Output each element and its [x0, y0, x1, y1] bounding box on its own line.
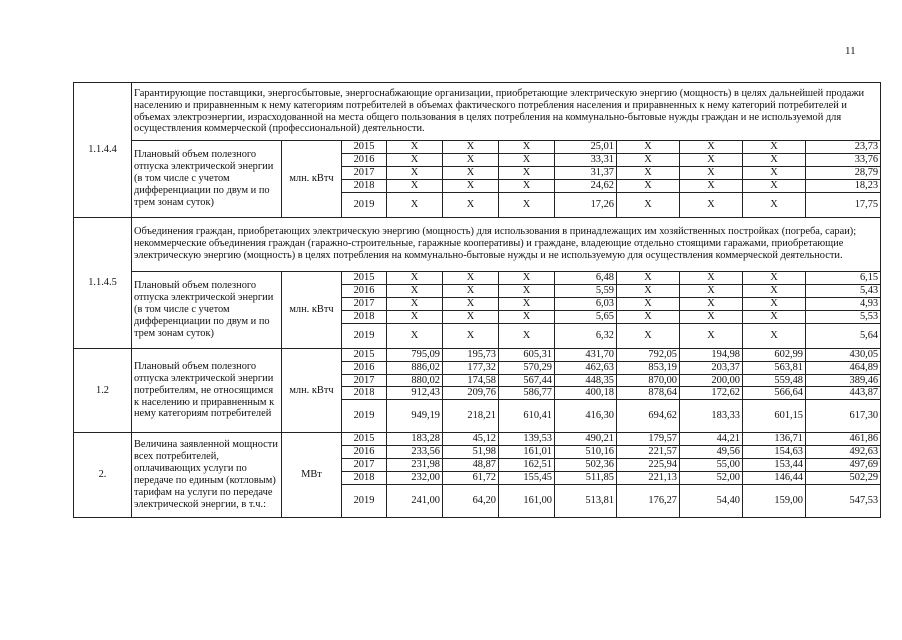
- value-cell: X: [680, 297, 743, 310]
- indicator-name: Плановый объем полезного отпуска электрической энергии (в том числе с учетом дифференциации по двум и по трем зонам суток): [132, 141, 282, 218]
- value-cell: 155,45: [499, 472, 555, 485]
- year-cell: 2015: [342, 271, 387, 284]
- value-cell: 563,81: [743, 361, 806, 374]
- value-cell: X: [443, 297, 499, 310]
- value-cell: 461,86: [806, 433, 881, 446]
- value-cell: 617,30: [806, 400, 881, 433]
- value-cell: X: [499, 166, 555, 179]
- value-cell: X: [680, 310, 743, 323]
- value-cell: 870,00: [617, 374, 680, 387]
- value-cell: 221,57: [617, 446, 680, 459]
- value-cell: X: [743, 310, 806, 323]
- value-cell: X: [617, 271, 680, 284]
- value-cell: 492,63: [806, 446, 881, 459]
- value-cell: 209,76: [443, 387, 499, 400]
- value-cell: 233,56: [387, 446, 443, 459]
- value-cell: 161,00: [499, 485, 555, 518]
- value-cell: 154,63: [743, 446, 806, 459]
- value-cell: X: [743, 153, 806, 166]
- value-cell: 17,26: [555, 192, 617, 217]
- value-cell: 795,09: [387, 348, 443, 361]
- value-cell: 502,29: [806, 472, 881, 485]
- value-cell: X: [387, 192, 443, 217]
- value-cell: X: [617, 297, 680, 310]
- value-cell: X: [443, 141, 499, 154]
- value-cell: X: [617, 179, 680, 192]
- value-cell: 511,85: [555, 472, 617, 485]
- value-cell: 218,21: [443, 400, 499, 433]
- value-cell: X: [443, 323, 499, 348]
- table-row: [74, 271, 881, 284]
- value-cell: 886,02: [387, 361, 443, 374]
- value-cell: 6,48: [555, 271, 617, 284]
- value-cell: X: [743, 284, 806, 297]
- value-cell: 6,32: [555, 323, 617, 348]
- year-cell: 2018: [342, 387, 387, 400]
- value-cell: 33,31: [555, 153, 617, 166]
- value-cell: X: [387, 310, 443, 323]
- value-cell: X: [387, 166, 443, 179]
- value-cell: X: [617, 192, 680, 217]
- value-cell: X: [387, 179, 443, 192]
- indicator-name: Плановый объем полезного отпуска электрической энергии потребителям, не относящимся к населению и приравненным к нему категориям потребителей: [132, 348, 282, 433]
- section-code: 1.1.4.4: [74, 83, 132, 218]
- value-cell: 510,16: [555, 446, 617, 459]
- value-cell: 183,28: [387, 433, 443, 446]
- value-cell: 490,21: [555, 433, 617, 446]
- value-cell: 31,37: [555, 166, 617, 179]
- value-cell: 51,98: [443, 446, 499, 459]
- value-cell: 430,05: [806, 348, 881, 361]
- value-cell: X: [387, 323, 443, 348]
- value-cell: 5,64: [806, 323, 881, 348]
- value-cell: 174,58: [443, 374, 499, 387]
- year-cell: 2016: [342, 446, 387, 459]
- value-cell: X: [617, 310, 680, 323]
- table-row: [74, 141, 881, 154]
- unit-cell: МВт: [282, 433, 342, 518]
- value-cell: X: [499, 297, 555, 310]
- value-cell: 567,44: [499, 374, 555, 387]
- value-cell: X: [617, 153, 680, 166]
- value-cell: 52,00: [680, 472, 743, 485]
- value-cell: 464,89: [806, 361, 881, 374]
- value-cell: X: [499, 153, 555, 166]
- value-cell: X: [743, 179, 806, 192]
- value-cell: X: [499, 284, 555, 297]
- value-cell: 6,03: [555, 297, 617, 310]
- value-cell: X: [743, 297, 806, 310]
- value-cell: 949,19: [387, 400, 443, 433]
- value-cell: X: [443, 192, 499, 217]
- value-cell: 5,65: [555, 310, 617, 323]
- value-cell: 912,43: [387, 387, 443, 400]
- value-cell: 24,62: [555, 179, 617, 192]
- section-code: 1.2: [74, 348, 132, 433]
- unit-cell: млн. кВтч: [282, 348, 342, 433]
- value-cell: 203,37: [680, 361, 743, 374]
- value-cell: 231,98: [387, 459, 443, 472]
- value-cell: 200,00: [680, 374, 743, 387]
- year-cell: 2017: [342, 297, 387, 310]
- value-cell: X: [443, 153, 499, 166]
- value-cell: X: [387, 284, 443, 297]
- value-cell: X: [443, 179, 499, 192]
- value-cell: 177,32: [443, 361, 499, 374]
- value-cell: 462,63: [555, 361, 617, 374]
- year-cell: 2015: [342, 141, 387, 154]
- unit-cell: млн. кВтч: [282, 271, 342, 348]
- value-cell: 792,05: [617, 348, 680, 361]
- value-cell: 179,57: [617, 433, 680, 446]
- value-cell: 878,64: [617, 387, 680, 400]
- value-cell: 586,77: [499, 387, 555, 400]
- value-cell: 5,43: [806, 284, 881, 297]
- tariff-table: [73, 82, 881, 518]
- year-cell: 2017: [342, 166, 387, 179]
- value-cell: 146,44: [743, 472, 806, 485]
- value-cell: X: [499, 141, 555, 154]
- value-cell: 502,36: [555, 459, 617, 472]
- value-cell: 694,62: [617, 400, 680, 433]
- section-description: Объединения граждан, приобретающих электрическую энергию (мощность) для использования в принадлежащих им хозяйственных постройках (погреба, сараи); некоммерческие объединения граждан (гаражно-строительные, гаражные кооперативы) и граждане, владеющие отдельно стоящими гаражами, приобретающие электрическую энергию (мощность) в целях потребления на коммунально-бытовые нужды и не используемую для осуществления коммерческой деятельности.: [132, 217, 881, 271]
- value-cell: 5,59: [555, 284, 617, 297]
- value-cell: 153,44: [743, 459, 806, 472]
- section-description: Гарантирующие поставщики, энергосбытовые, энергоснабжающие организации, приобретающие электрическую энергию (мощность) в целях дальнейшей продажи населению и приравненным к нему категориям потребителей в объемах фактического потребления населения и приравненных к нему категорий потребителей и объемах электроэнергии, израсходованной на места общего пользования в целях потребления на коммунально-бытовые нужды граждан и не используемой для осуществления коммерческой (профессиональной) деятельности.: [132, 83, 881, 141]
- value-cell: 547,53: [806, 485, 881, 518]
- value-cell: X: [743, 271, 806, 284]
- year-cell: 2016: [342, 284, 387, 297]
- value-cell: 880,02: [387, 374, 443, 387]
- value-cell: X: [680, 271, 743, 284]
- value-cell: 18,23: [806, 179, 881, 192]
- value-cell: X: [443, 310, 499, 323]
- value-cell: 431,70: [555, 348, 617, 361]
- value-cell: 400,18: [555, 387, 617, 400]
- value-cell: 241,00: [387, 485, 443, 518]
- value-cell: 225,94: [617, 459, 680, 472]
- section-code: 1.1.4.5: [74, 217, 132, 348]
- value-cell: X: [443, 284, 499, 297]
- value-cell: X: [443, 271, 499, 284]
- value-cell: X: [499, 323, 555, 348]
- indicator-name: Величина заявленной мощности всех потребителей, оплачивающих услуги по передаче по единым (котловым) тарифам на услуги по передаче электрической энергии, в т.ч.:: [132, 433, 282, 518]
- value-cell: 183,33: [680, 400, 743, 433]
- value-cell: 55,00: [680, 459, 743, 472]
- year-cell: 2017: [342, 459, 387, 472]
- value-cell: 176,27: [617, 485, 680, 518]
- value-cell: 17,75: [806, 192, 881, 217]
- year-cell: 2019: [342, 400, 387, 433]
- value-cell: 448,35: [555, 374, 617, 387]
- value-cell: 159,00: [743, 485, 806, 518]
- value-cell: 853,19: [617, 361, 680, 374]
- value-cell: X: [387, 297, 443, 310]
- value-cell: X: [743, 141, 806, 154]
- value-cell: 139,53: [499, 433, 555, 446]
- value-cell: 566,64: [743, 387, 806, 400]
- value-cell: 221,13: [617, 472, 680, 485]
- value-cell: 610,41: [499, 400, 555, 433]
- value-cell: 161,01: [499, 446, 555, 459]
- value-cell: 513,81: [555, 485, 617, 518]
- year-cell: 2016: [342, 153, 387, 166]
- value-cell: X: [499, 192, 555, 217]
- value-cell: 49,56: [680, 446, 743, 459]
- value-cell: X: [680, 323, 743, 348]
- value-cell: X: [617, 323, 680, 348]
- year-cell: 2018: [342, 310, 387, 323]
- value-cell: 443,87: [806, 387, 881, 400]
- value-cell: X: [387, 271, 443, 284]
- value-cell: X: [499, 179, 555, 192]
- table-row: [74, 433, 881, 446]
- year-cell: 2018: [342, 179, 387, 192]
- value-cell: 5,53: [806, 310, 881, 323]
- value-cell: X: [499, 310, 555, 323]
- value-cell: X: [499, 271, 555, 284]
- value-cell: 605,31: [499, 348, 555, 361]
- year-cell: 2017: [342, 374, 387, 387]
- value-cell: 389,46: [806, 374, 881, 387]
- value-cell: 54,40: [680, 485, 743, 518]
- year-cell: 2018: [342, 472, 387, 485]
- year-cell: 2019: [342, 323, 387, 348]
- value-cell: 570,29: [499, 361, 555, 374]
- value-cell: 23,73: [806, 141, 881, 154]
- value-cell: 6,15: [806, 271, 881, 284]
- value-cell: X: [680, 179, 743, 192]
- page-number: 11: [845, 45, 856, 57]
- value-cell: 559,48: [743, 374, 806, 387]
- value-cell: X: [680, 284, 743, 297]
- value-cell: 194,98: [680, 348, 743, 361]
- section-code: 2.: [74, 433, 132, 518]
- section-header-row: [74, 217, 881, 271]
- table-row: [74, 348, 881, 361]
- value-cell: 45,12: [443, 433, 499, 446]
- value-cell: 416,30: [555, 400, 617, 433]
- value-cell: 172,62: [680, 387, 743, 400]
- year-cell: 2015: [342, 348, 387, 361]
- year-cell: 2019: [342, 192, 387, 217]
- indicator-name: Плановый объем полезного отпуска электрической энергии (в том числе с учетом дифференциации по двум и по трем зонам суток): [132, 271, 282, 348]
- year-cell: 2019: [342, 485, 387, 518]
- value-cell: 602,99: [743, 348, 806, 361]
- value-cell: 195,73: [443, 348, 499, 361]
- value-cell: 136,71: [743, 433, 806, 446]
- value-cell: X: [443, 166, 499, 179]
- value-cell: X: [680, 141, 743, 154]
- value-cell: 4,93: [806, 297, 881, 310]
- value-cell: X: [387, 141, 443, 154]
- value-cell: X: [680, 166, 743, 179]
- unit-cell: млн. кВтч: [282, 141, 342, 218]
- value-cell: X: [743, 323, 806, 348]
- value-cell: 28,79: [806, 166, 881, 179]
- value-cell: X: [387, 153, 443, 166]
- value-cell: 64,20: [443, 485, 499, 518]
- value-cell: X: [617, 141, 680, 154]
- value-cell: 497,69: [806, 459, 881, 472]
- value-cell: X: [743, 166, 806, 179]
- section-header-row: [74, 83, 881, 141]
- value-cell: X: [743, 192, 806, 217]
- value-cell: 33,76: [806, 153, 881, 166]
- value-cell: 601,15: [743, 400, 806, 433]
- value-cell: 232,00: [387, 472, 443, 485]
- year-cell: 2016: [342, 361, 387, 374]
- value-cell: 61,72: [443, 472, 499, 485]
- value-cell: X: [680, 153, 743, 166]
- value-cell: 44,21: [680, 433, 743, 446]
- value-cell: 48,87: [443, 459, 499, 472]
- value-cell: X: [617, 284, 680, 297]
- value-cell: 162,51: [499, 459, 555, 472]
- value-cell: X: [617, 166, 680, 179]
- value-cell: 25,01: [555, 141, 617, 154]
- value-cell: X: [680, 192, 743, 217]
- year-cell: 2015: [342, 433, 387, 446]
